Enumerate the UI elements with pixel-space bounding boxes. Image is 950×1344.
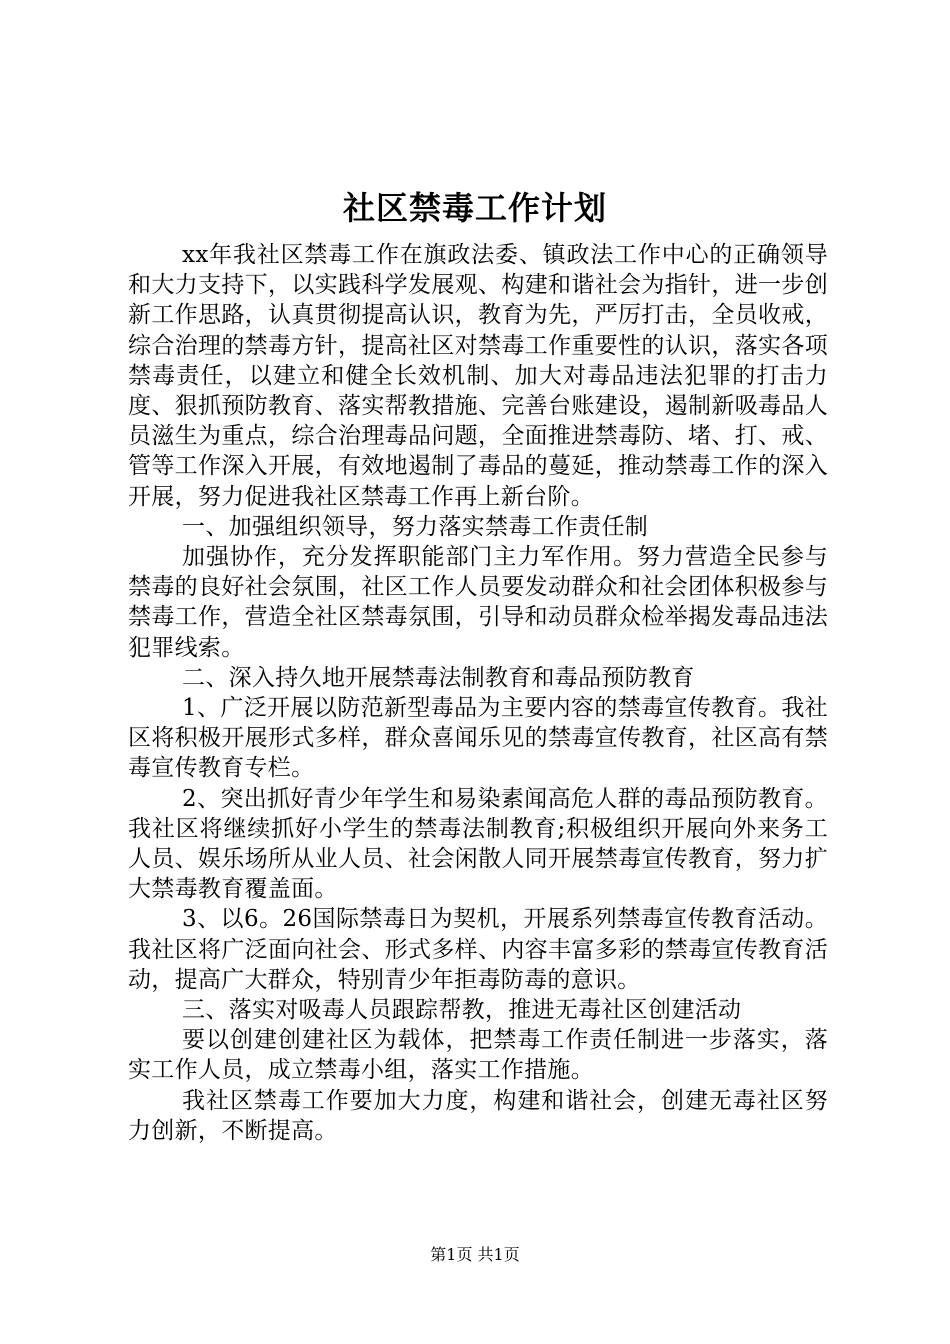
document-title: 社区禁毒工作计划 <box>342 189 607 227</box>
section-heading-1: 一、加强组织领导，努力落实禁毒工作责任制 <box>182 513 649 540</box>
section-3-paragraph: 要以创建创建社区为载体，把禁毒工作责任制进一步落实，落实工作人员，成立禁毒小组，落实工作措施。 <box>128 1027 828 1084</box>
section-heading-2: 二、深入持久地开展禁毒法制教育和毒品预防教育 <box>182 664 695 691</box>
page-footer: 第1页 共1页 <box>430 1245 520 1264</box>
section-2-item-1: 1、广泛开展以防范新型毒品为主要内容的禁毒宣传教育。我社区将积极开展形式多样，群众喜闻乐见的禁毒宣传教育，社区高有禁毒宣传教育专栏。 <box>128 695 828 782</box>
intro-paragraph: xx年我社区禁毒工作在旗政法委、镇政法工作中心的正确领导和大力支持下，以实践科学发展观、构建和谐社会为指针，进一步创新工作思路，认真贯彻提高认识，教育为先，严厉打击，全员收戒，综合治理的禁毒方针，提高社区对禁毒工作重要性的认识，落实各项禁毒责任，以建立和健全长效机制、加大对毒品违法犯罪的打击力度、狠抓预防教育、落实帮教措施、完善台账建设，遏制新吸毒品人员滋生为重点，综合治理毒品问题，全面推进禁毒防、堵、打、戒、管等工作深入开展，有效地遏制了毒品的蔓延，推动禁毒工作的深入开展，努力促进我社区禁毒工作再上新台阶。 <box>128 242 828 510</box>
section-heading-3: 三、落实对吸毒人员跟踪帮教，推进无毒社区创建活动 <box>182 997 742 1024</box>
document-body <box>128 240 828 1146</box>
section-2-item-2: 2、突出抓好青少年学生和易染素闻高危人群的毒品预防教育。我社区将继续抓好小学生的禁毒法制教育;积极组织开展向外来务工人员、娱乐场所从业人员、社会闲散人同开展禁毒宣传教育，努力扩大禁毒教育覆盖面。 <box>128 785 828 903</box>
section-2-item-3: 3、以6。26国际禁毒日为契机，开展系列禁毒宣传教育活动。我社区将广泛面向社会、形式多样、内容丰富多彩的禁毒宣传教育活动，提高广大群众，特别青少年拒毒防毒的意识。 <box>128 906 828 993</box>
section-1-paragraph: 加强协作，充分发挥职能部门主力军作用。努力营造全民参与禁毒的良好社会氛围，社区工作人员要发动群众和社会团体积极参与禁毒工作，营造全社区禁毒氛围，引导和动员群众检举揭发毒品违法犯罪线索。 <box>128 544 828 661</box>
closing-paragraph: 我社区禁毒工作要加大力度，构建和谐社会，创建无毒社区努力创新，不断提高。 <box>128 1087 828 1144</box>
